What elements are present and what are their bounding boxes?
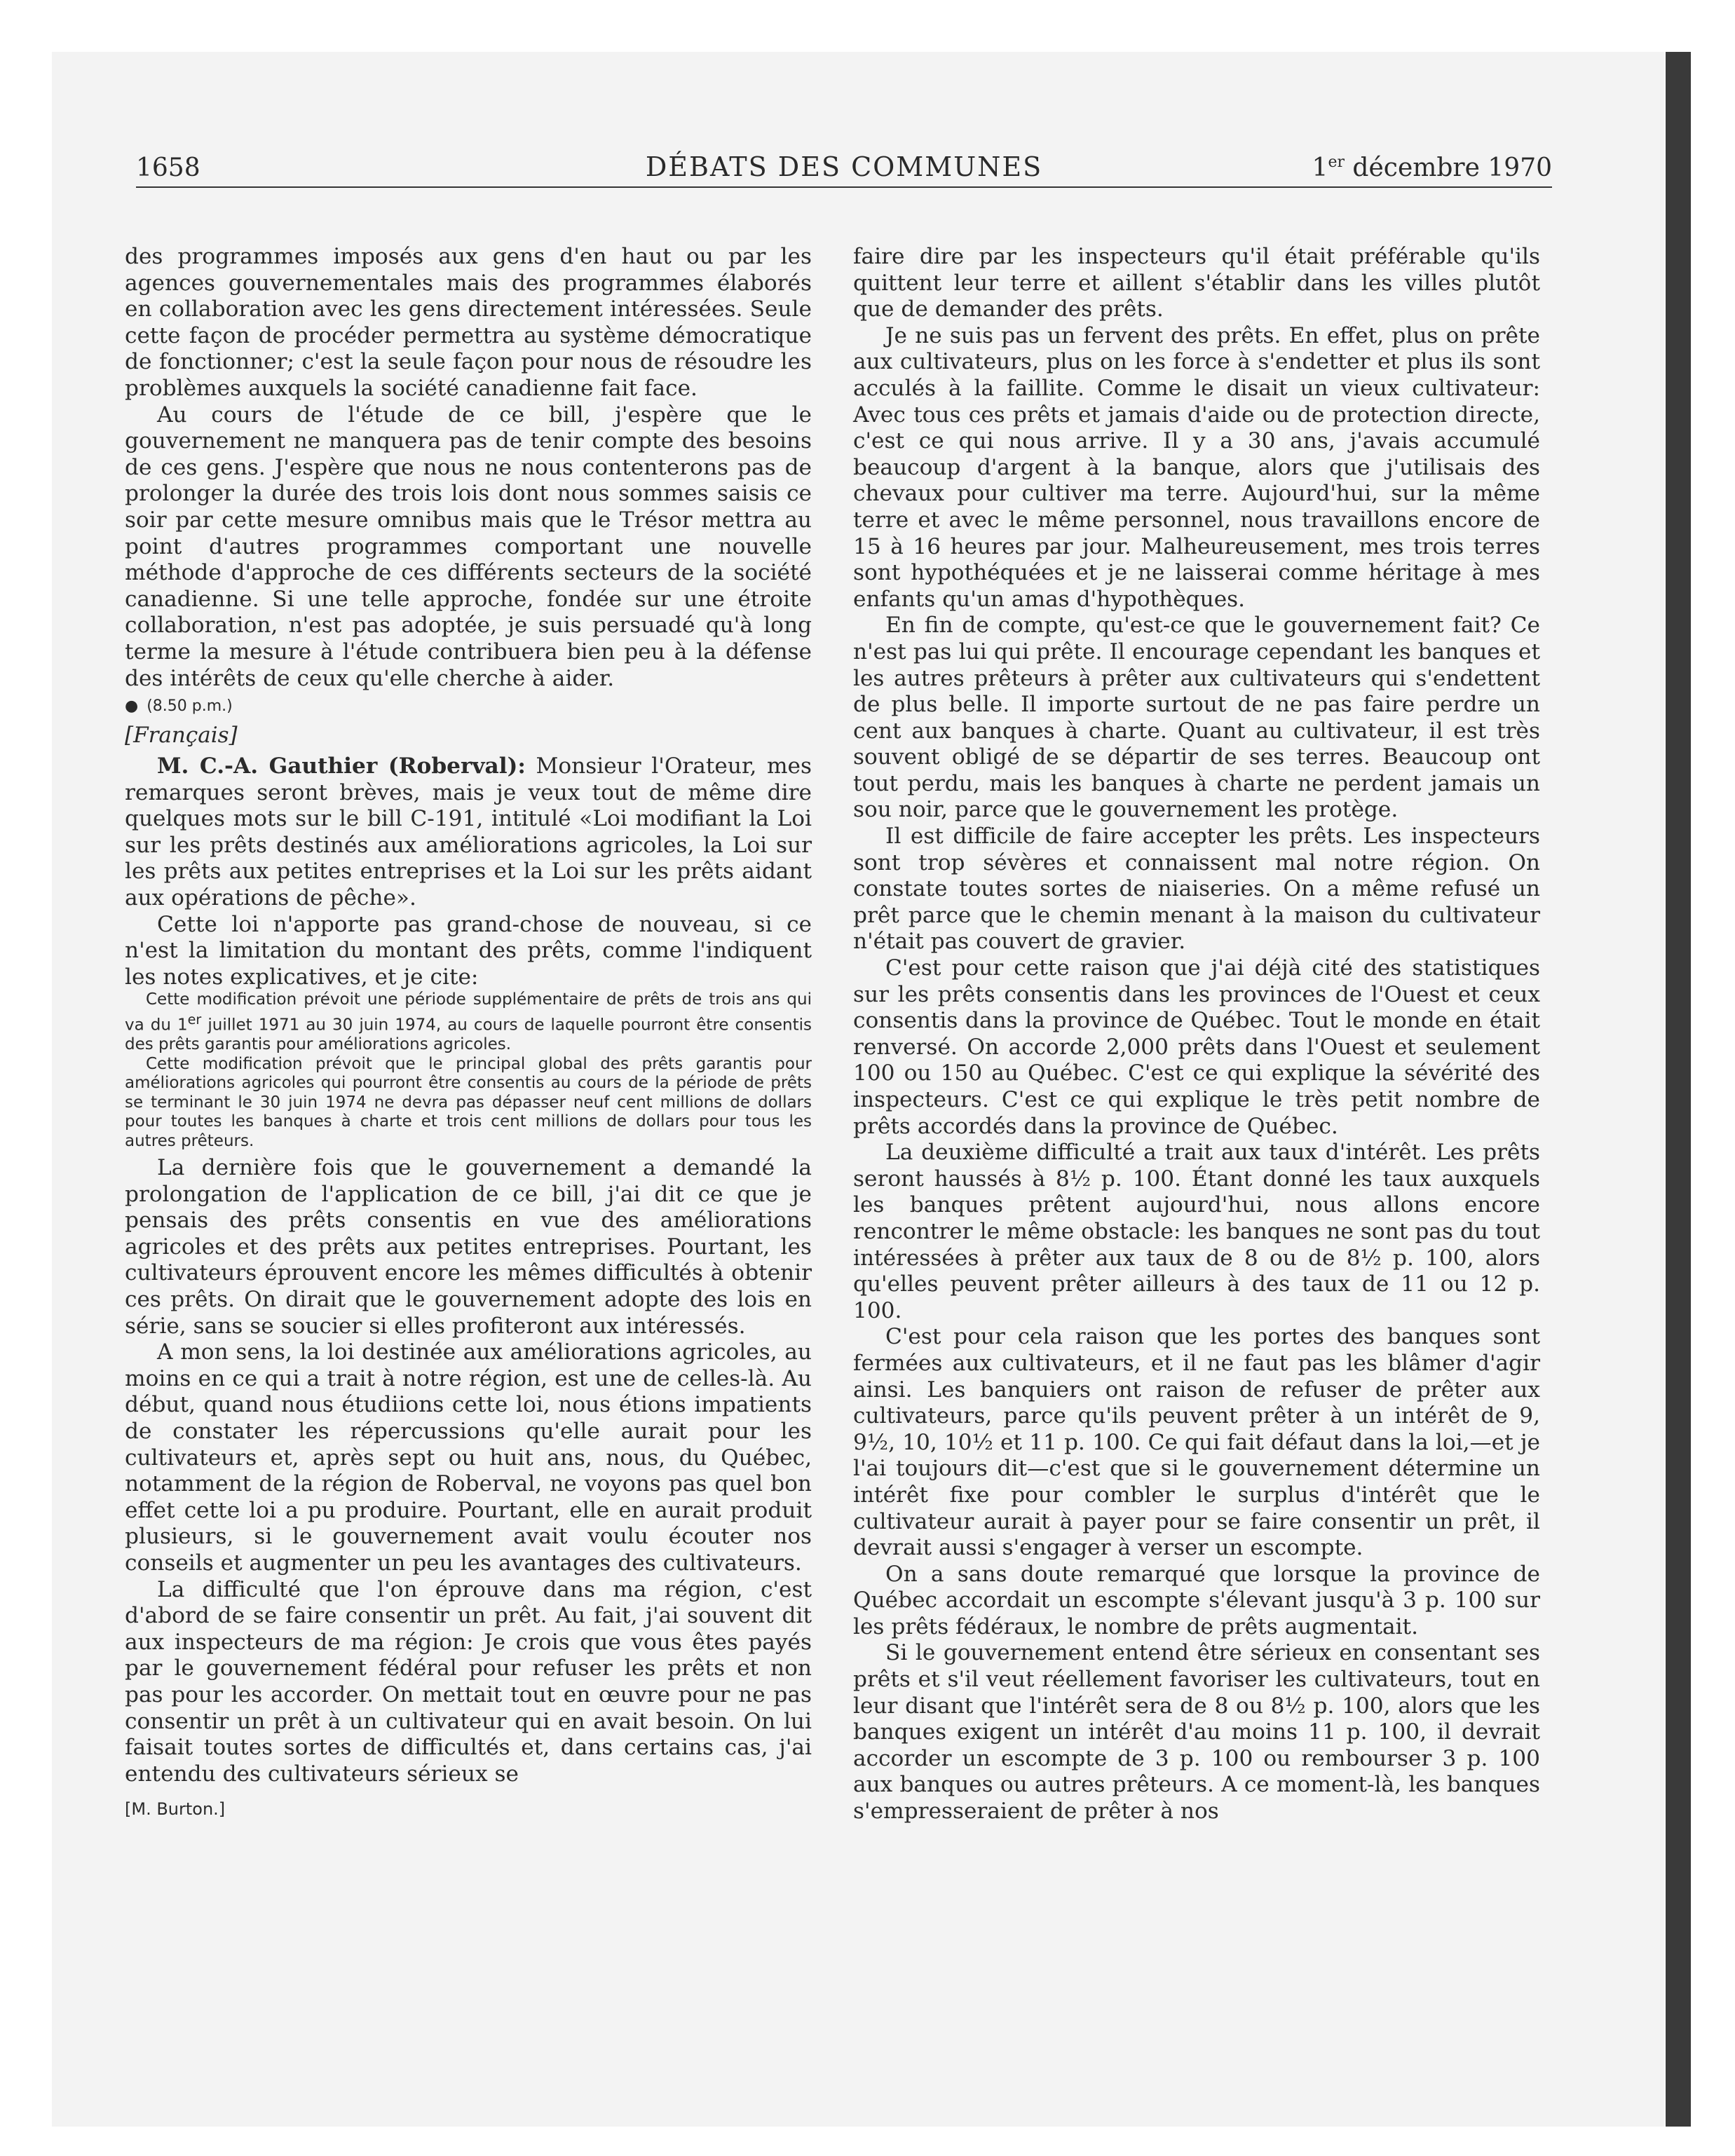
right-column	[853, 244, 1540, 1825]
paragraph: Si le gouvernement entend être sérieux en consentant ses prêts et s'il veut réellement favoriser les cultivateurs, tout en leur disant que l'intérêt sera de 8 ou 8½ p. 100, alors que les banques exigent un intérêt d'au moins 11 p. 100, il devrait accorder un escompte de 3 p. 100 ou rembourser 3 p. 100 aux banques ou autres prêteurs. A ce moment-là, les banques s'empresseraient de prêter à nos	[853, 1640, 1540, 1824]
paragraph: La deuxième difficulté a trait aux taux d'intérêt. Les prêts seront haussés à 8½ p. 100. Étant donné les taux auxquels les banques prêtent aujourd'hui, nous allons encore rencontrer le même obstacle: les banques ne sont pas du tout intéressées à prêter aux taux de 8 ou de 8½ p. 100, alors qu'elles peuvent prêter ailleurs à des taux de 11 ou 12 p. 100.	[853, 1140, 1540, 1323]
header-date: 1er décembre 1970	[1312, 153, 1552, 182]
paragraph: En fin de compte, qu'est-ce que le gouvernement fait? Ce n'est pas lui qui prête. Il encourage cependant les banques et les autres prêteurs à prêter aux cultivateurs qui s'endettent de plus belle. Il importe surtout de ne pas faire perdre un cent aux banques à charte. Quant au cultivateur, il est très souvent obligé de se départir de ses terres. Beaucoup ont tout perdu, mais les banques à charte ne perdent jamais un sou noir, parce que le gouvernement les protège.	[853, 613, 1540, 823]
speech-paragraph: M. C.-A. Gauthier (Roberval): Monsieur l'Orateur, mes remarques seront brèves, mais je veux tout de même dire quelques mots sur le bill C-191, intitulé «Loi modifiant la Loi sur les prêts destinés aux améliorations agricoles, la Loi sur les prêts aux petites entreprises et la Loi sur les prêts aidant aux opérations de pêche».	[125, 753, 812, 911]
language-marker: [Français]	[125, 723, 238, 749]
running-header	[136, 150, 1552, 188]
bullet-icon: ●	[125, 697, 139, 716]
page-footer-note: [M. Burton.]	[125, 1799, 226, 1820]
paragraph: faire dire par les inspecteurs qu'il était préférable qu'ils quittent leur terre et aillent s'établir dans les villes plutôt que de demander des prêts.	[853, 244, 1540, 322]
quote-paragraph: Cette modification prévoit que le principal global des prêts garantis pour améliorations agricoles qui pourront être consentis au cours de la période de prêts se terminant le 30 juin 1974 ne devra pas dépasser neuf cent millions de dollars pour toutes les banques à charte et trois cent millions de dollars pour tous les autres prêteurs.	[125, 1054, 812, 1150]
paragraph: Au cours de l'étude de ce bill, j'espère que le gouvernement ne manquera pas de tenir compte des besoins de ces gens. J'espère que nous ne nous contenterons pas de prolonger la durée des trois lois dont nous sommes saisis ce soir par cette mesure omnibus mais que le Trésor mettra au point d'autres programmes comportant une nouvelle méthode d'approche de ces différents secteurs de la société canadienne. Si une telle approche, fondée sur une étroite collaboration, n'est pas adoptée, je suis persuadé qu'à long terme la mesure à l'étude contribuera bien peu à la défense des intérêts de ceux qu'elle cherche à aider.	[125, 402, 812, 691]
paragraph: C'est pour cette raison que j'ai déjà cité des statistiques sur les prêts consentis dans les provinces de l'Ouest et ceux consentis dans la province de Québec. Tout le monde en était renversé. On accorde 2,000 prêts dans l'Ouest et seulement 100 ou 150 au Québec. C'est ce qui explique la sévérité des inspecteurs. C'est ce qui explique le très petit nombre de prêts accordés dans la province de Québec.	[853, 955, 1540, 1139]
binding-edge	[1666, 52, 1691, 2127]
paragraph: A mon sens, la loi destinée aux améliorations agricoles, au moins en ce qui a trait à notre région, est une de celles-là. Au début, quand nous étudiions cette loi, nous étions impatients de constater les répercussions qu'elle aurait pour les cultivateurs et, après sept ou huit ans, nous, du Québec, notamment de la région de Roberval, ne voyons pas quel bon effet cette loi a pu produire. Pourtant, elle en aurait produit plusieurs, si le gouvernement avait voulu écouter nos conseils et augmenter un peu les avantages des cultivateurs.	[125, 1339, 812, 1576]
journal-title: DÉBATS DES COMMUNES	[645, 151, 1043, 182]
speaker-name: M. C.-A. Gauthier (Roberval):	[157, 753, 526, 779]
page-number: 1658	[136, 153, 200, 182]
paragraph: Cette loi n'apporte pas grand-chose de nouveau, si ce n'est la limitation du montant des prêts, comme l'indiquent les notes explicatives, et je cite:	[125, 911, 812, 990]
paragraph: Je ne suis pas un fervent des prêts. En effet, plus on prête aux cultivateurs, plus on les force à s'endetter et plus ils sont acculés à la faillite. Comme le disait un vieux cultivateur: Avec tous ces prêts et jamais d'aide ou de protection directe, c'est ce qui nous arrive. Il y a 30 ans, j'avais accumulé beaucoup d'argent à la banque, alors que j'utilisais des chevaux pour cultiver ma terre. Aujourd'hui, sur la même terre et avec le même personnel, nous travaillons encore de 15 à 16 heures par jour. Malheureusement, mes trois terres sont hypothéquées et je ne laisserai comme héritage à mes enfants qu'un amas d'hypothèques.	[853, 322, 1540, 612]
paragraph: La difficulté que l'on éprouve dans ma région, c'est d'abord de se faire consentir un prêt. Au fait, j'ai souvent dit aux inspecteurs de ma région: Je crois que vous êtes payés par le gouvernement fédéral pour refuser les prêts et non pas pour les accorder. On mettait tout en œuvre pour ne pas consentir un prêt à un cultivateur qui en avait besoin. On lui faisait toutes sortes de difficultés et, dans certains cas, j'ai entendu des cultivateurs sérieux se	[125, 1576, 812, 1787]
paragraph: C'est pour cela raison que les portes des banques sont fermées aux cultivateurs, et il ne faut pas les blâmer d'agir ainsi. Les banquiers ont raison de refuser de prêter aux cultivateurs, parce qu'ils peuvent prêter à un intérêt de 9, 9½, 10, 10½ et 11 p. 100. Ce qui fait défaut dans la loi,—et je l'ai toujours dit—c'est que si le gouvernement détermine un intérêt fixe pour combler le surplus d'intérêt que le cultivateur aurait à payer pour se faire consentir un prêt, il devrait aussi s'engager à verser un escompte.	[853, 1324, 1540, 1561]
left-column	[125, 244, 812, 1820]
quote-paragraph: Cette modification prévoit une période supplémentaire de prêts de trois ans qui va du 1er juillet 1971 au 30 juin 1974, au cours de laquelle pourront être consentis des prêts garantis pour améliorations agricoles.	[125, 990, 812, 1054]
paragraph: Il est difficile de faire accepter les prêts. Les inspecteurs sont trop sévères et connaissent mal notre région. On constate toutes sortes de niaiseries. On a même refusé un prêt parce que le chemin menant à la maison du cultivateur n'était pas couvert de gravier.	[853, 824, 1540, 955]
paragraph: On a sans doute remarqué que lorsque la province de Québec accordait un escompte s'élevant jusqu'à 3 p. 100 sur les prêts fédéraux, le nombre de prêts augmentait.	[853, 1561, 1540, 1639]
paragraph: La dernière fois que le gouvernement a demandé la prolongation de l'application de ce bill, j'ai dit ce que je pensais des prêts consentis en vue des améliorations agricoles et des prêts aux petites entreprises. Pourtant, les cultivateurs éprouvent encore les mêmes difficultés à obtenir ces prêts. On dirait que le gouvernement adopte des lois en série, sans se soucier si elles profiteront aux intéressés.	[125, 1155, 812, 1339]
paragraph: des programmes imposés aux gens d'en haut ou par les agences gouvernementales mais des programmes élaborés en collaboration avec les gens directement intéressées. Seule cette façon de procéder permettra au système démocratique de fonctionner; c'est la seule façon pour nous de résoudre les problèmes auxquels la société canadienne fait face.	[125, 244, 812, 401]
time-marker: ● (8.50 p.m.)	[125, 697, 233, 716]
block-quote	[125, 990, 812, 1151]
